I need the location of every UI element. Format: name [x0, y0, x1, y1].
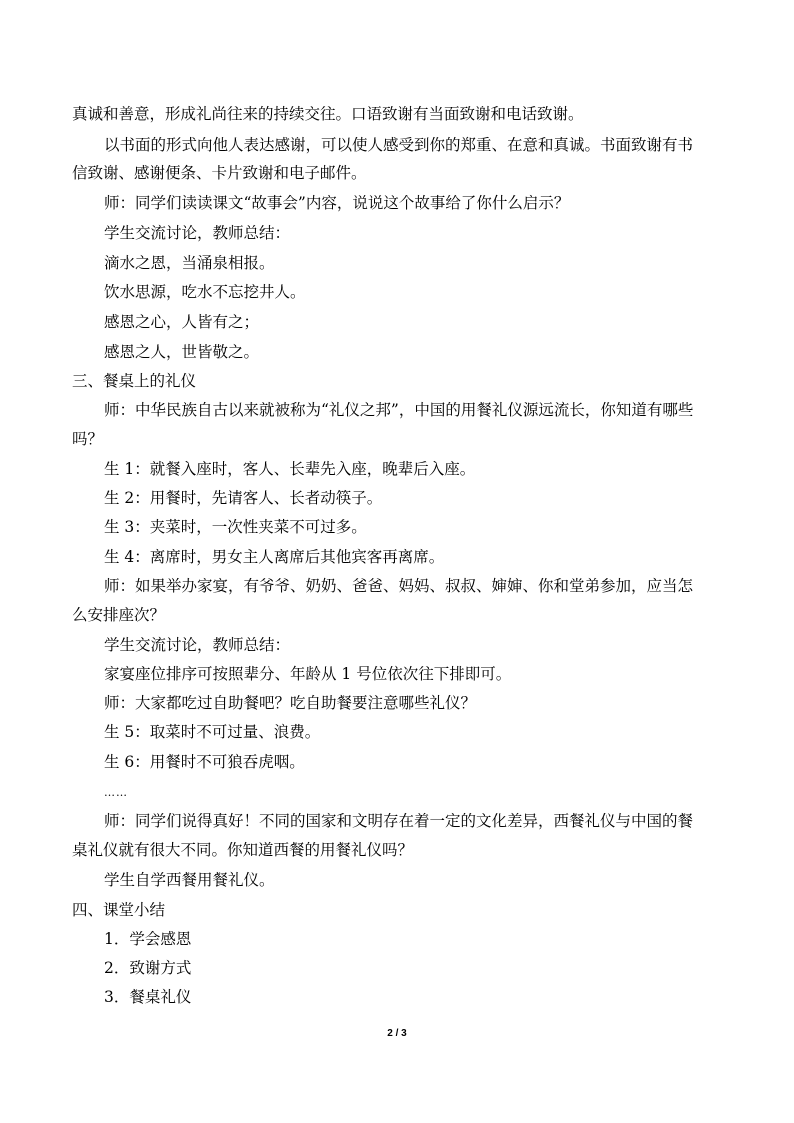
paragraph-line: 信致谢、感谢便条、卡片致谢和电子邮件。	[72, 164, 367, 182]
paragraph-line: 生 5：取菜时不可过量、浪费。	[104, 723, 321, 741]
paragraph-line: 滴水之恩，当涌泉相报。	[104, 254, 275, 272]
paragraph-line: 吗？	[72, 430, 104, 448]
paragraph-line: 感恩之心，人皆有之；	[104, 313, 260, 331]
paragraph-line: 师：中华民族自古以来就被称为“礼仪之邦”，中国的用餐礼仪源远流长，你知道有哪些	[104, 401, 694, 419]
paragraph-line: 桌礼仪就有很大不同。你知道西餐的用餐礼仪吗？	[72, 841, 414, 859]
paragraph-line: 学生自学西餐用餐礼仪。	[104, 871, 275, 889]
paragraph-line: 感恩之人，世皆敬之。	[104, 343, 260, 361]
paragraph-line: 家宴座位排序可按照辈分、年龄从 1 号位依次往下排即可。	[104, 665, 512, 683]
summary-item: 3．餐桌礼仪	[104, 988, 192, 1006]
paragraph-line: 生 1：就餐入座时，客人、长辈先入座，晚辈后入座。	[104, 460, 476, 478]
paragraph-line: 生 2：用餐时，先请客人、长者动筷子。	[104, 489, 383, 507]
section-heading: 三、餐桌上的礼仪	[72, 372, 197, 390]
paragraph-line: 以书面的形式向他人表达感谢，可以使人感受到你的郑重、在意和真诚。书面致谢有书	[104, 136, 694, 154]
section-heading: 四、课堂小结	[72, 901, 166, 919]
paragraph-line: 么安排座次？	[72, 606, 166, 624]
paragraph-line: 真诚和善意，形成礼尚往来的持续交往。口语致谢有当面致谢和电话致谢。	[72, 105, 584, 123]
ellipsis-line: ……	[104, 786, 128, 799]
paragraph-line: 学生交流讨论，教师总结：	[104, 636, 291, 654]
paragraph-line: 饮水思源，吃水不忘挖井人。	[104, 283, 306, 301]
paragraph-line: 师：同学们读读课文“故事会”内容，说说这个故事给了你什么启示？	[104, 194, 570, 212]
paragraph-line: 生 4：离席时，男女主人离席后其他宾客再离席。	[104, 548, 445, 566]
paragraph-line: 师：大家都吃过自助餐吧？吃自助餐要注意哪些礼仪？	[104, 694, 477, 712]
page-number: 2 / 3	[387, 1028, 407, 1039]
summary-item: 1．学会感恩	[104, 930, 192, 948]
paragraph-line: 生 3：夹菜时，一次性夹菜不可过多。	[104, 518, 367, 536]
summary-item: 2．致谢方式	[104, 959, 192, 977]
paragraph-line: 师：同学们说得真好！不同的国家和文明存在着一定的文化差异，西餐礼仪与中国的餐	[104, 812, 694, 830]
paragraph-line: 生 6：用餐时不可狼吞虎咽。	[104, 753, 305, 771]
paragraph-line: 师：如果举办家宴，有爷爷、奶奶、爸爸、妈妈、叔叔、婶婶、你和堂弟参加，应当怎	[104, 577, 694, 595]
paragraph-line: 学生交流讨论，教师总结：	[104, 224, 291, 242]
